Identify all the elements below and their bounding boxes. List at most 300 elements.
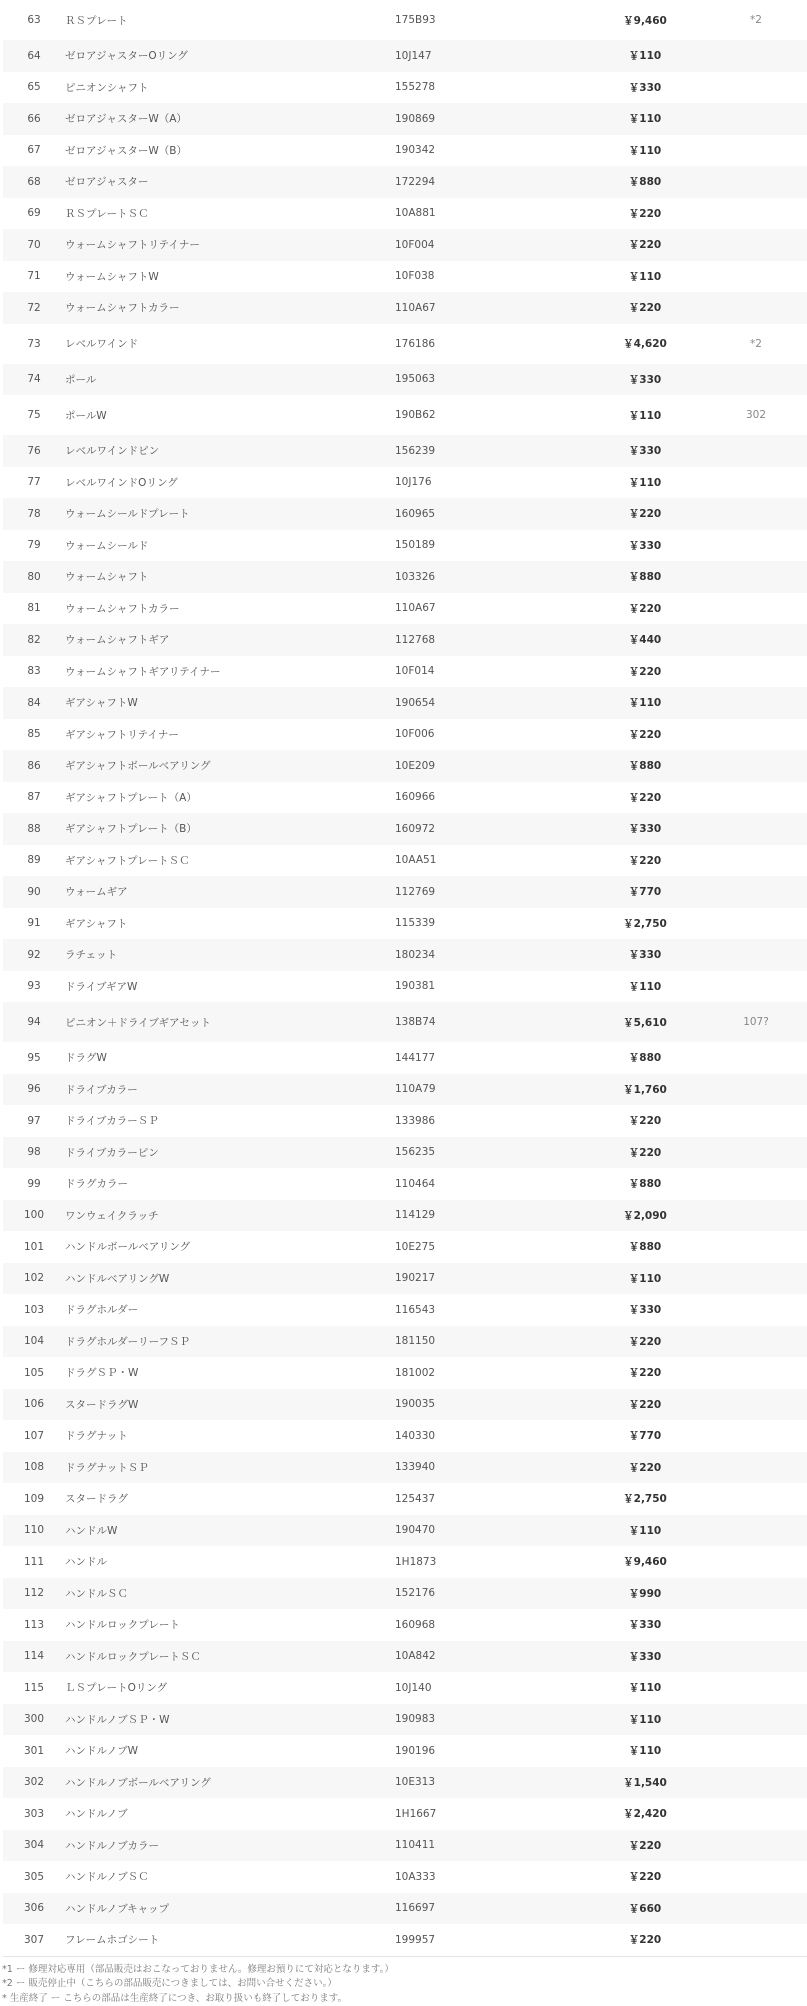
part-name-cell: ハンドルノブ — [65, 1798, 395, 1830]
part-name-cell: ドラグＳＰ・W — [65, 1357, 395, 1389]
part-number-cell: 93 — [3, 971, 65, 1003]
table-row — [3, 813, 807, 845]
table-row — [3, 364, 807, 396]
part-number-cell: 71 — [3, 261, 65, 293]
table-row — [3, 1704, 807, 1736]
table-row — [3, 1420, 807, 1452]
part-note-cell — [705, 1326, 807, 1358]
part-code-cell: 140330 — [395, 1420, 585, 1452]
part-price-cell: ￥770 — [585, 876, 705, 908]
table-row — [3, 1105, 807, 1137]
part-price-cell: ￥220 — [585, 1357, 705, 1389]
part-price-cell: ￥330 — [585, 1641, 705, 1673]
part-name-cell: ドラグナットＳＰ — [65, 1452, 395, 1484]
part-price-cell: ￥330 — [585, 364, 705, 396]
part-name-cell: ポールW — [65, 395, 395, 435]
part-name-cell: ゼロアジャスター — [65, 166, 395, 198]
part-note-cell — [705, 1546, 807, 1578]
part-name-cell: ギアシャフト — [65, 908, 395, 940]
table-row — [3, 1231, 807, 1263]
part-note-cell — [705, 1798, 807, 1830]
table-row — [3, 198, 807, 230]
part-name-cell: ハンドルＳＣ — [65, 1578, 395, 1610]
part-name-cell: ギアシャフトプレート（A） — [65, 782, 395, 814]
part-number-cell: 83 — [3, 656, 65, 688]
table-row — [3, 624, 807, 656]
table-row — [3, 324, 807, 364]
part-price-cell: ￥110 — [585, 103, 705, 135]
part-note-cell — [705, 103, 807, 135]
part-name-cell: ピニオンシャフト — [65, 72, 395, 104]
part-price-cell: ￥220 — [585, 1137, 705, 1169]
part-code-cell: 116697 — [395, 1893, 585, 1925]
part-name-cell: ハンドルノブW — [65, 1735, 395, 1767]
part-number-cell: 81 — [3, 593, 65, 625]
part-name-cell: ウォームシャフトギアリテイナー — [65, 656, 395, 688]
part-name-cell: ハンドルロックプレート — [65, 1609, 395, 1641]
part-price-cell: ￥220 — [585, 1389, 705, 1421]
part-note-cell — [705, 1609, 807, 1641]
part-number-cell: 107 — [3, 1420, 65, 1452]
part-number-cell: 112 — [3, 1578, 65, 1610]
table-row — [3, 40, 807, 72]
part-number-cell: 115 — [3, 1672, 65, 1704]
part-price-cell: ￥330 — [585, 72, 705, 104]
table-row — [3, 261, 807, 293]
part-price-cell: ￥9,460 — [585, 1546, 705, 1578]
part-number-cell: 304 — [3, 1830, 65, 1862]
parts-table-body — [3, 0, 807, 1956]
footnote-sales-suspended: *2 ー 販売停止中（こちらの部品販売につきましては、お問い合せください。） — [2, 1977, 807, 1992]
part-note-cell — [705, 1200, 807, 1232]
part-code-cell: 114129 — [395, 1200, 585, 1232]
part-name-cell: ドラグW — [65, 1042, 395, 1074]
table-row — [3, 72, 807, 104]
part-note-cell — [705, 1231, 807, 1263]
part-note-cell — [705, 1357, 807, 1389]
part-number-cell: 89 — [3, 845, 65, 877]
table-bottom-divider — [3, 1956, 807, 1957]
part-note-cell: *2 — [705, 0, 807, 40]
table-row — [3, 1137, 807, 1169]
part-price-cell: ￥5,610 — [585, 1002, 705, 1042]
part-note-cell — [705, 750, 807, 782]
part-price-cell: ￥2,750 — [585, 1483, 705, 1515]
part-name-cell: ハンドルノブボールベアリング — [65, 1767, 395, 1799]
part-code-cell: 10F038 — [395, 261, 585, 293]
part-code-cell: 180234 — [395, 939, 585, 971]
table-row — [3, 1200, 807, 1232]
part-number-cell: 84 — [3, 687, 65, 719]
part-name-cell: ギアシャフトプレートＳＣ — [65, 845, 395, 877]
part-note-cell — [705, 1861, 807, 1893]
part-price-cell: ￥220 — [585, 1830, 705, 1862]
part-name-cell: ハンドルノブカラー — [65, 1830, 395, 1862]
part-note-cell: 302 — [705, 395, 807, 435]
part-price-cell: ￥220 — [585, 498, 705, 530]
part-number-cell: 79 — [3, 530, 65, 562]
part-name-cell: ウォームシャフトカラー — [65, 292, 395, 324]
part-name-cell: ドライブカラー — [65, 1074, 395, 1106]
table-row — [3, 1798, 807, 1830]
table-row — [3, 1357, 807, 1389]
table-row — [3, 467, 807, 499]
part-code-cell: 190217 — [395, 1263, 585, 1295]
table-row — [3, 1294, 807, 1326]
table-row — [3, 1452, 807, 1484]
part-name-cell: ハンドルロックプレートＳＣ — [65, 1641, 395, 1673]
part-number-cell: 75 — [3, 395, 65, 435]
table-row — [3, 1641, 807, 1673]
part-note-cell — [705, 229, 807, 261]
part-note-cell — [705, 1641, 807, 1673]
table-row — [3, 971, 807, 1003]
part-code-cell: 10E313 — [395, 1767, 585, 1799]
part-code-cell: 160972 — [395, 813, 585, 845]
part-number-cell: 68 — [3, 166, 65, 198]
part-name-cell: ギアシャフトプレート（B） — [65, 813, 395, 845]
part-name-cell: ウォームシャフトカラー — [65, 593, 395, 625]
part-name-cell: ハンドル — [65, 1546, 395, 1578]
table-row — [3, 1609, 807, 1641]
part-number-cell: 110 — [3, 1515, 65, 1547]
part-note-cell — [705, 40, 807, 72]
part-price-cell: ￥880 — [585, 750, 705, 782]
table-row — [3, 1002, 807, 1042]
part-code-cell: 190381 — [395, 971, 585, 1003]
part-note-cell: *2 — [705, 324, 807, 364]
part-name-cell: ハンドルノブＳＣ — [65, 1861, 395, 1893]
part-price-cell: ￥110 — [585, 1263, 705, 1295]
part-number-cell: 101 — [3, 1231, 65, 1263]
table-row — [3, 1042, 807, 1074]
table-row — [3, 166, 807, 198]
part-name-cell: ドライブカラーＳＰ — [65, 1105, 395, 1137]
part-price-cell: ￥110 — [585, 467, 705, 499]
part-code-cell: 112768 — [395, 624, 585, 656]
table-row — [3, 908, 807, 940]
part-price-cell: ￥1,760 — [585, 1074, 705, 1106]
part-code-cell: 190470 — [395, 1515, 585, 1547]
part-number-cell: 90 — [3, 876, 65, 908]
part-code-cell: 112769 — [395, 876, 585, 908]
part-code-cell: 110A67 — [395, 292, 585, 324]
part-number-cell: 109 — [3, 1483, 65, 1515]
table-row — [3, 1893, 807, 1925]
part-price-cell: ￥2,750 — [585, 908, 705, 940]
part-code-cell: 156235 — [395, 1137, 585, 1169]
part-code-cell: 10E209 — [395, 750, 585, 782]
part-price-cell: ￥220 — [585, 1326, 705, 1358]
parts-table — [3, 0, 807, 1956]
part-price-cell: ￥110 — [585, 971, 705, 1003]
part-note-cell — [705, 1578, 807, 1610]
part-number-cell: 301 — [3, 1735, 65, 1767]
footnote-discontinued: * 生産終了 ー こちらの部品は生産終了につき、お取り扱いも終了しております。 — [2, 1992, 807, 2006]
part-note-cell — [705, 813, 807, 845]
part-price-cell: ￥110 — [585, 135, 705, 167]
part-price-cell: ￥110 — [585, 1735, 705, 1767]
part-note-cell — [705, 498, 807, 530]
part-number-cell: 98 — [3, 1137, 65, 1169]
part-note-cell — [705, 1105, 807, 1137]
part-note-cell — [705, 845, 807, 877]
part-number-cell: 105 — [3, 1357, 65, 1389]
part-price-cell: ￥110 — [585, 40, 705, 72]
part-code-cell: 116543 — [395, 1294, 585, 1326]
part-name-cell: ハンドルノブキャップ — [65, 1893, 395, 1925]
part-price-cell: ￥330 — [585, 1294, 705, 1326]
part-price-cell: ￥9,460 — [585, 0, 705, 40]
part-code-cell: 152176 — [395, 1578, 585, 1610]
part-name-cell: ゼロアジャスターW（B） — [65, 135, 395, 167]
part-number-cell: 78 — [3, 498, 65, 530]
part-note-cell — [705, 1830, 807, 1862]
part-code-cell: 195063 — [395, 364, 585, 396]
part-number-cell: 67 — [3, 135, 65, 167]
part-code-cell: 10J176 — [395, 467, 585, 499]
part-name-cell: フレームホゴシート — [65, 1924, 395, 1956]
part-code-cell: 190196 — [395, 1735, 585, 1767]
part-number-cell: 73 — [3, 324, 65, 364]
part-code-cell: 10E275 — [395, 1231, 585, 1263]
table-row — [3, 1168, 807, 1200]
table-row — [3, 135, 807, 167]
part-code-cell: 181002 — [395, 1357, 585, 1389]
table-row — [3, 876, 807, 908]
footnote-repair-only: *1 ー 修理対応専用（部品販売はおこなっておりません。修理お預りにて対応となります。） — [2, 1963, 807, 1978]
part-price-cell: ￥990 — [585, 1578, 705, 1610]
part-number-cell: 114 — [3, 1641, 65, 1673]
part-number-cell: 99 — [3, 1168, 65, 1200]
table-row — [3, 1861, 807, 1893]
part-name-cell: ウォームシャフトリテイナー — [65, 229, 395, 261]
table-row — [3, 1672, 807, 1704]
part-name-cell: ゼロアジャスターOリング — [65, 40, 395, 72]
part-number-cell: 82 — [3, 624, 65, 656]
part-note-cell — [705, 292, 807, 324]
part-note-cell — [705, 1767, 807, 1799]
table-row — [3, 1263, 807, 1295]
part-name-cell: ハンドルW — [65, 1515, 395, 1547]
part-number-cell: 111 — [3, 1546, 65, 1578]
part-code-cell: 190983 — [395, 1704, 585, 1736]
part-name-cell: ドラグホルダー — [65, 1294, 395, 1326]
part-number-cell: 96 — [3, 1074, 65, 1106]
part-price-cell: ￥220 — [585, 656, 705, 688]
part-price-cell: ￥880 — [585, 1042, 705, 1074]
part-code-cell: 10F014 — [395, 656, 585, 688]
part-name-cell: ドラグナット — [65, 1420, 395, 1452]
part-name-cell: ＬＳプレートOリング — [65, 1672, 395, 1704]
part-price-cell: ￥1,540 — [585, 1767, 705, 1799]
part-code-cell: 133940 — [395, 1452, 585, 1484]
part-code-cell: 10A333 — [395, 1861, 585, 1893]
part-note-cell — [705, 467, 807, 499]
part-note-cell — [705, 364, 807, 396]
table-row — [3, 103, 807, 135]
part-note-cell — [705, 1515, 807, 1547]
part-price-cell: ￥330 — [585, 813, 705, 845]
part-note-cell — [705, 876, 807, 908]
part-name-cell: ウォームギア — [65, 876, 395, 908]
part-code-cell: 190035 — [395, 1389, 585, 1421]
part-number-cell: 87 — [3, 782, 65, 814]
part-name-cell: ドラグカラー — [65, 1168, 395, 1200]
part-code-cell: 110464 — [395, 1168, 585, 1200]
part-note-cell — [705, 971, 807, 1003]
part-name-cell: ハンドルボールベアリング — [65, 1231, 395, 1263]
part-number-cell: 64 — [3, 40, 65, 72]
part-number-cell: 103 — [3, 1294, 65, 1326]
table-row — [3, 750, 807, 782]
part-name-cell: ギアシャフトリテイナー — [65, 719, 395, 751]
part-code-cell: 175B93 — [395, 0, 585, 40]
part-name-cell: ワンウェイクラッチ — [65, 1200, 395, 1232]
part-name-cell: ウォームシャフトW — [65, 261, 395, 293]
table-row — [3, 1767, 807, 1799]
part-note-cell — [705, 687, 807, 719]
part-name-cell: ドラグホルダーリーフＳＰ — [65, 1326, 395, 1358]
table-row — [3, 687, 807, 719]
table-row — [3, 1578, 807, 1610]
part-note-cell — [705, 1704, 807, 1736]
part-price-cell: ￥220 — [585, 782, 705, 814]
part-code-cell: 181150 — [395, 1326, 585, 1358]
part-price-cell: ￥880 — [585, 1231, 705, 1263]
part-code-cell: 10A842 — [395, 1641, 585, 1673]
part-name-cell: ドライブカラーピン — [65, 1137, 395, 1169]
part-number-cell: 95 — [3, 1042, 65, 1074]
part-code-cell: 103326 — [395, 561, 585, 593]
part-number-cell: 102 — [3, 1263, 65, 1295]
part-code-cell: 133986 — [395, 1105, 585, 1137]
part-number-cell: 104 — [3, 1326, 65, 1358]
part-code-cell: 10J147 — [395, 40, 585, 72]
part-price-cell: ￥2,420 — [585, 1798, 705, 1830]
part-code-cell: 125437 — [395, 1483, 585, 1515]
part-price-cell: ￥660 — [585, 1893, 705, 1925]
part-number-cell: 85 — [3, 719, 65, 751]
part-code-cell: 110411 — [395, 1830, 585, 1862]
part-name-cell: レベルワインドOリング — [65, 467, 395, 499]
table-row — [3, 1389, 807, 1421]
part-note-cell — [705, 1420, 807, 1452]
part-number-cell: 88 — [3, 813, 65, 845]
part-note-cell — [705, 166, 807, 198]
part-name-cell: ウォームシールド — [65, 530, 395, 562]
part-price-cell: ￥330 — [585, 939, 705, 971]
part-number-cell: 63 — [3, 0, 65, 40]
table-row — [3, 593, 807, 625]
part-number-cell: 113 — [3, 1609, 65, 1641]
part-note-cell — [705, 198, 807, 230]
part-code-cell: 156239 — [395, 435, 585, 467]
part-price-cell: ￥220 — [585, 1924, 705, 1956]
part-code-cell: 160966 — [395, 782, 585, 814]
part-note-cell — [705, 1263, 807, 1295]
part-code-cell: 160965 — [395, 498, 585, 530]
part-note-cell — [705, 1672, 807, 1704]
part-number-cell: 305 — [3, 1861, 65, 1893]
table-row — [3, 1074, 807, 1106]
part-number-cell: 80 — [3, 561, 65, 593]
part-code-cell: 1H1873 — [395, 1546, 585, 1578]
table-row — [3, 435, 807, 467]
part-price-cell: ￥220 — [585, 593, 705, 625]
part-name-cell: ハンドルノブＳＰ・W — [65, 1704, 395, 1736]
table-row — [3, 1515, 807, 1547]
part-number-cell: 300 — [3, 1704, 65, 1736]
table-row — [3, 1326, 807, 1358]
part-note-cell — [705, 719, 807, 751]
part-code-cell: 10F004 — [395, 229, 585, 261]
table-row — [3, 1830, 807, 1862]
part-price-cell: ￥220 — [585, 292, 705, 324]
part-note-cell — [705, 939, 807, 971]
part-number-cell: 306 — [3, 1893, 65, 1925]
part-code-cell: 10AA51 — [395, 845, 585, 877]
part-price-cell: ￥330 — [585, 530, 705, 562]
part-note-cell — [705, 624, 807, 656]
part-code-cell: 172294 — [395, 166, 585, 198]
part-price-cell: ￥220 — [585, 198, 705, 230]
part-number-cell: 97 — [3, 1105, 65, 1137]
part-note-cell — [705, 530, 807, 562]
part-price-cell: ￥440 — [585, 624, 705, 656]
part-note-cell — [705, 561, 807, 593]
part-number-cell: 86 — [3, 750, 65, 782]
part-code-cell: 138B74 — [395, 1002, 585, 1042]
part-note-cell — [705, 1042, 807, 1074]
part-code-cell: 150189 — [395, 530, 585, 562]
part-note-cell — [705, 782, 807, 814]
part-price-cell: ￥110 — [585, 687, 705, 719]
part-note-cell — [705, 135, 807, 167]
part-note-cell — [705, 1924, 807, 1956]
part-price-cell: ￥220 — [585, 229, 705, 261]
part-number-cell: 74 — [3, 364, 65, 396]
part-name-cell: ウォームシャフト — [65, 561, 395, 593]
table-row — [3, 1924, 807, 1956]
part-note-cell — [705, 1735, 807, 1767]
part-price-cell: ￥880 — [585, 1168, 705, 1200]
part-price-cell: ￥110 — [585, 395, 705, 435]
part-code-cell: 190654 — [395, 687, 585, 719]
part-code-cell: 110A79 — [395, 1074, 585, 1106]
table-row — [3, 1735, 807, 1767]
part-price-cell: ￥220 — [585, 719, 705, 751]
part-code-cell: 176186 — [395, 324, 585, 364]
part-name-cell: ウォームシャフトギア — [65, 624, 395, 656]
part-code-cell: 115339 — [395, 908, 585, 940]
part-note-cell — [705, 656, 807, 688]
part-number-cell: 69 — [3, 198, 65, 230]
part-number-cell: 307 — [3, 1924, 65, 1956]
table-row — [3, 845, 807, 877]
part-number-cell: 100 — [3, 1200, 65, 1232]
part-note-cell: 107? — [705, 1002, 807, 1042]
table-row — [3, 782, 807, 814]
part-number-cell: 76 — [3, 435, 65, 467]
part-number-cell: 65 — [3, 72, 65, 104]
part-note-cell — [705, 261, 807, 293]
part-note-cell — [705, 1168, 807, 1200]
part-price-cell: ￥220 — [585, 1452, 705, 1484]
part-name-cell: ピニオン＋ドライブギアセット — [65, 1002, 395, 1042]
part-number-cell: 106 — [3, 1389, 65, 1421]
table-row — [3, 719, 807, 751]
